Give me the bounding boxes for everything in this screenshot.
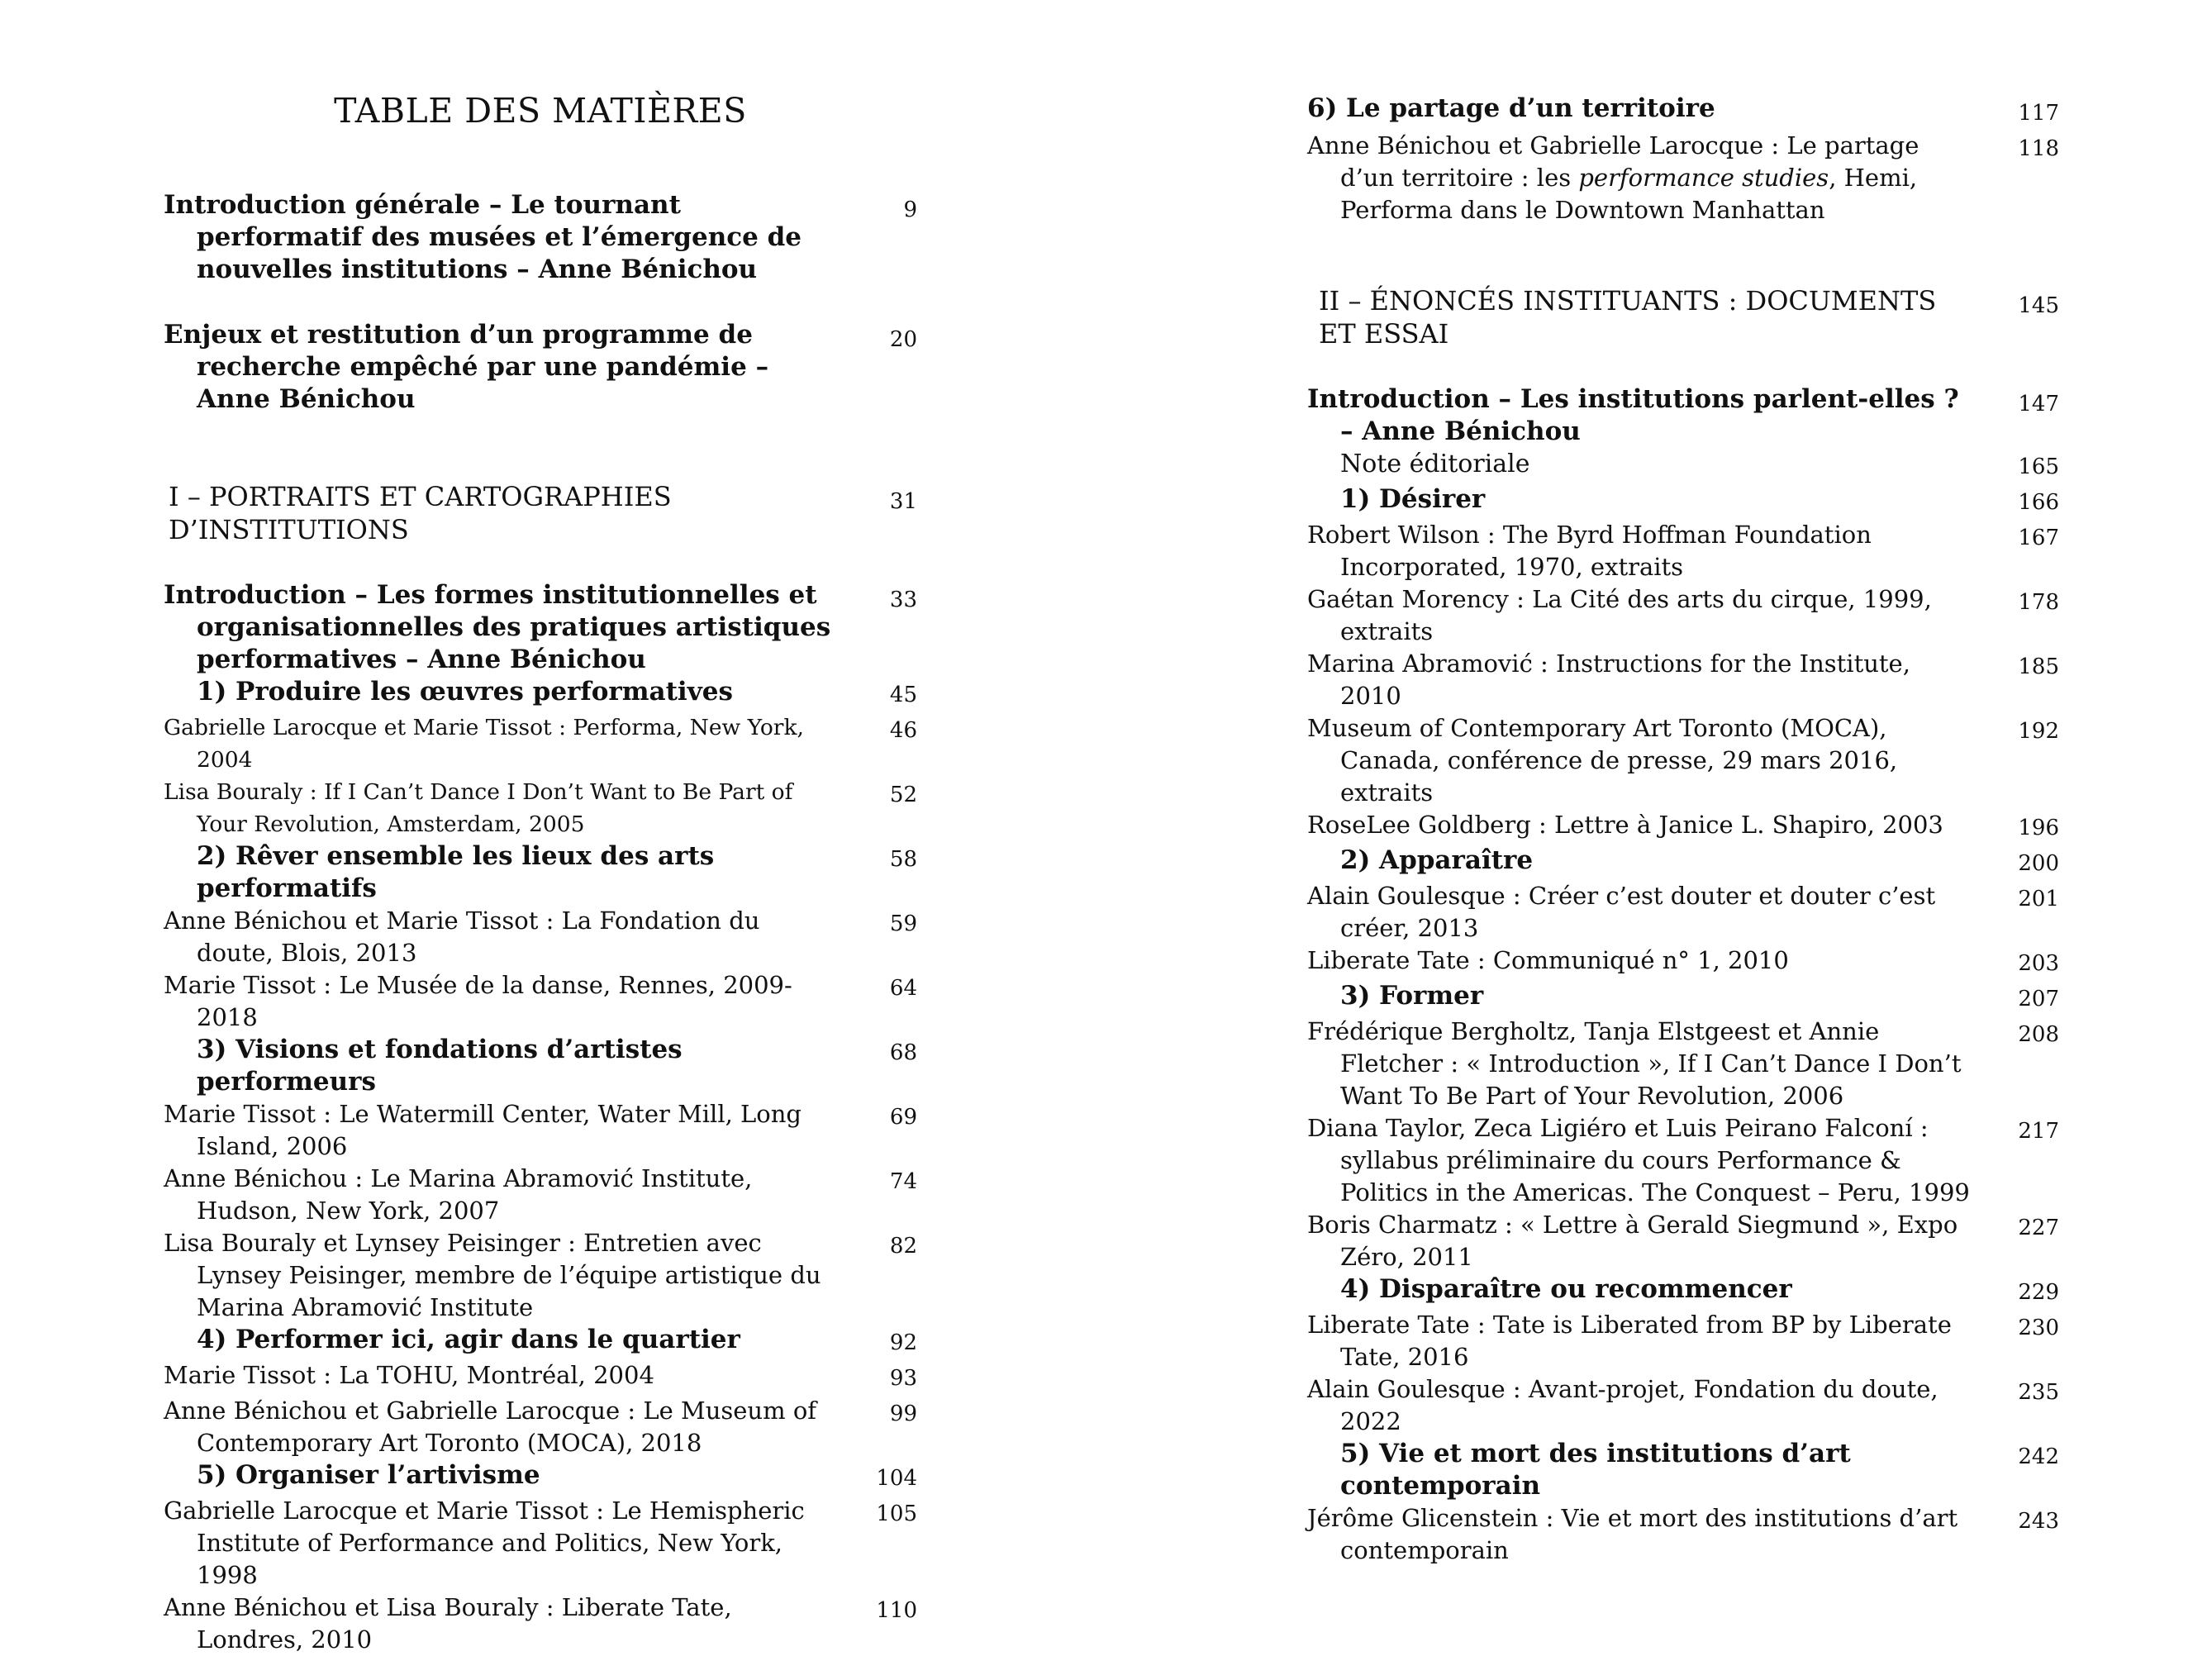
subheading-text: 4) Disparaître ou recommencer [1340, 1274, 1792, 1304]
entry-page: 93 [889, 1366, 917, 1391]
entry-page: 110 [876, 1598, 917, 1623]
entry-page: 167 [2018, 526, 2059, 550]
subheading-text: 2) Apparaître [1340, 845, 1534, 875]
entry-page: 235 [2018, 1380, 2059, 1405]
entry-page: 58 [889, 847, 917, 872]
section-title-text: II – ÉNONCÉS INSTITUANTS : DOCUMENTS ET ESSAI [1319, 285, 1937, 350]
entry-text: Robert Wilson : The Byrd Hoffman Foundation Incorporated, 1970, extraits [1307, 521, 1872, 581]
subheading-text: 3) Visions et fondations d’artistes performeurs [197, 1035, 683, 1097]
toc-subheading [164, 676, 917, 711]
entry-page: 33 [889, 588, 917, 612]
entry-text-part: , Hemi, Performa dans le Downtown Manhattan [1340, 164, 1918, 224]
toc-entry [1307, 1016, 2059, 1112]
entry-page: 165 [2018, 454, 2059, 479]
subheading-text: 1) Produire les œuvres performatives [197, 677, 733, 707]
toc-subheading [1307, 1438, 2059, 1502]
entry-text: Gabrielle Larocque et Marie Tissot : Performa, New York, 2004 [164, 715, 804, 773]
entry-text: Alain Goulesque : Avant-projet, Fondation du doute, 2022 [1307, 1375, 1938, 1435]
entry-page: 145 [2018, 293, 2059, 318]
entry-page: 208 [2018, 1022, 2059, 1047]
subheading-text: 6) Le partage d’un territoire [1307, 93, 1715, 123]
entry-text: Liberate Tate : Tate is Liberated from BP by Liberate Tate, 2016 [1307, 1311, 1952, 1371]
toc-entry [1307, 130, 2059, 226]
entry-page: 52 [889, 783, 917, 807]
entry-text-italic: performance studies [1578, 164, 1829, 192]
entry-page: 74 [889, 1169, 917, 1194]
toc-entry [164, 1495, 917, 1592]
right-entries [1307, 93, 2059, 1567]
entry-page: 31 [889, 489, 917, 514]
entry-text: Marina Abramović : Instructions for the Institute, 2010 [1307, 650, 1910, 710]
toc-subheading [164, 1459, 917, 1495]
entry-page: 203 [2018, 951, 2059, 976]
entry-text: Introduction générale – Le tournant performatif des musées et l’émergence de nouvelles institutions – Anne Bénichou [164, 190, 802, 284]
entry-page: 227 [2018, 1216, 2059, 1240]
subheading-text: 4) Performer ici, agir dans le quartier [197, 1325, 740, 1354]
entry-page: 242 [2018, 1444, 2059, 1469]
toc-entry-intro-generale [164, 189, 917, 286]
entry-page: 207 [2018, 987, 2059, 1011]
entry-page: 45 [889, 683, 917, 707]
subheading-text: 3) Former [1340, 981, 1484, 1011]
toc-entry [164, 1227, 917, 1324]
toc-entry [164, 776, 917, 840]
entry-page: 166 [2018, 490, 2059, 515]
entry-page: 59 [889, 911, 917, 936]
toc-entry [1307, 945, 2059, 980]
toc-entry [164, 905, 917, 969]
entry-text: Gabrielle Larocque et Marie Tissot : Le Hemispheric Institute of Performance and Politics, New York, 1998 [164, 1497, 805, 1589]
entry-text: Frédérique Bergholtz, Tanja Elstgeest et Annie Fletcher : « Introduction », If I Can’t Dance I Don’t Want To Be Part of Your Revolution, 2006 [1307, 1017, 1962, 1110]
section-title-text: I – PORTRAITS ET CARTOGRAPHIES D’INSTITUTIONS [169, 481, 672, 545]
toc-subheading [1307, 483, 2059, 519]
toc-entry [1307, 648, 2059, 712]
entry-page: 230 [2018, 1316, 2059, 1340]
toc-entry [164, 1592, 917, 1656]
toc-subheading [1307, 845, 2059, 880]
subheading-text: 5) Organiser l’artivisme [197, 1460, 540, 1490]
entry-text: Marie Tissot : La TOHU, Montréal, 2004 [164, 1361, 654, 1389]
toc-entry [1307, 809, 2059, 845]
toc-entry [1307, 880, 2059, 945]
entry-page: 68 [889, 1040, 917, 1065]
toc-entry [164, 1098, 917, 1163]
entry-page: 9 [903, 197, 917, 222]
entry-text: Boris Charmatz : « Lettre à Gerald Siegmund », Expo Zéro, 2011 [1307, 1211, 1958, 1271]
toc-entry [1307, 519, 2059, 583]
entry-text: Lisa Bouraly : If I Can’t Dance I Don’t Want to Be Part of Your Revolution, Amsterdam, 2005 [164, 779, 793, 837]
entry-text: Introduction – Les formes institutionnelles et organisationnelles des pratiques artistiques performatives – Anne Bénichou [164, 580, 831, 674]
toc-entry [1307, 1502, 2059, 1567]
entry-page: 178 [2018, 590, 2059, 615]
entry-text: Marie Tissot : Le Musée de la danse, Rennes, 2009-2018 [164, 971, 792, 1031]
entry-text: Anne Bénichou : Le Marina Abramović Institute, Hudson, New York, 2007 [164, 1164, 753, 1225]
toc-title: TABLE DES MATIÈRES [334, 91, 747, 131]
toc-entry [1307, 712, 2059, 809]
toc-entry [164, 1395, 917, 1459]
entry-page: 117 [2018, 101, 2059, 126]
entry-page: 192 [2018, 719, 2059, 744]
entry-text: Marie Tissot : Le Watermill Center, Water Mill, Long Island, 2006 [164, 1100, 802, 1160]
toc-entry [1307, 1209, 2059, 1273]
entry-text: Jérôme Glicenstein : Vie et mort des institutions d’art contemporain [1307, 1504, 1958, 1564]
entry-text: Anne Bénichou et Gabrielle Larocque : Le Museum of Contemporary Art Toronto (MOCA), 2018 [164, 1397, 817, 1457]
entry-text: Lisa Bouraly et Lynsey Peisinger : Entretien avec Lynsey Peisinger, membre de l’équipe artistique du Marina Abramović Institute [164, 1229, 821, 1321]
entry-page: 118 [2018, 136, 2059, 161]
section-heading-1 [164, 480, 917, 546]
entry-text [1307, 130, 2001, 226]
subheading-text: 5) Vie et mort des institutions d’art contemporain [1340, 1439, 1851, 1501]
subheading-text: 1) Désirer [1340, 484, 1486, 514]
entry-page: 229 [2018, 1280, 2059, 1305]
entry-page: 82 [889, 1234, 917, 1259]
toc-entry-section2-intro [1307, 383, 2059, 448]
toc-entry-enjeux [164, 319, 917, 416]
entry-page: 196 [2018, 816, 2059, 840]
entry-page: 69 [889, 1105, 917, 1130]
entry-page: 20 [889, 327, 917, 352]
entry-text: Anne Bénichou et Lisa Bouraly : Liberate Tate, Londres, 2010 [164, 1593, 732, 1654]
toc-entry [1307, 1309, 2059, 1373]
toc-entry [1307, 583, 2059, 648]
toc-subheading [164, 1324, 917, 1359]
toc-entry [164, 1359, 917, 1395]
entry-page: 243 [2018, 1509, 2059, 1534]
entry-page: 217 [2018, 1119, 2059, 1144]
toc-subheading [164, 1034, 917, 1098]
entry-text: Liberate Tate : Communiqué n° 1, 2010 [1307, 946, 1789, 974]
toc-subheading [1307, 980, 2059, 1016]
entry-text: Enjeux et restitution d’un programme de recherche empêché par une pandémie – Anne Bénichou [164, 320, 769, 414]
entry-text: RoseLee Goldberg : Lettre à Janice L. Shapiro, 2003 [1307, 811, 1943, 839]
toc-entry [1307, 1373, 2059, 1438]
entry-text: Introduction – Les institutions parlent-elles ? – Anne Bénichou [1307, 384, 1959, 446]
entry-text: Gaétan Morency : La Cité des arts du cirque, 1999, extraits [1307, 585, 1932, 645]
toc-entry [1307, 1112, 2059, 1209]
left-entries [164, 189, 917, 1656]
toc-entry [164, 1163, 917, 1227]
entry-text: Anne Bénichou et Marie Tissot : La Fondation du doute, Blois, 2013 [164, 907, 760, 967]
entry-page: 92 [889, 1330, 917, 1355]
entry-page: 200 [2018, 851, 2059, 876]
entry-text: Museum of Contemporary Art Toronto (MOCA), Canada, conférence de presse, 29 mars 2016, extraits [1307, 714, 1898, 807]
section-heading-2 [1307, 284, 2059, 350]
note-text: Note éditoriale [1340, 450, 1530, 478]
subheading-text: 2) Rêver ensemble les lieux des arts performatifs [197, 841, 715, 903]
entry-text: Alain Goulesque : Créer c’est douter et douter c’est créer, 2013 [1307, 882, 1936, 942]
entry-page: 46 [889, 718, 917, 743]
entry-page: 201 [2018, 887, 2059, 911]
toc-note [1307, 448, 2059, 483]
entry-page: 147 [2018, 392, 2059, 416]
entry-text: Diana Taylor, Zeca Ligiéro et Luis Peirano Falconí : syllabus préliminaire du cours Performance & Politics in the Americas. The Conquest – Peru, 1999 [1307, 1114, 1970, 1206]
toc-entry-section1-intro [164, 579, 917, 676]
entry-page: 185 [2018, 654, 2059, 679]
entry-page: 99 [889, 1401, 917, 1426]
toc-subheading [1307, 1273, 2059, 1309]
toc-subheading [1307, 93, 2059, 130]
toc-entry [164, 711, 917, 776]
entry-page: 105 [876, 1501, 917, 1526]
toc-entry [164, 969, 917, 1034]
entry-page: 64 [889, 976, 917, 1001]
toc-subheading [164, 840, 917, 905]
entry-text-part: Anne Bénichou et Gabrielle Larocque : Le partage d’un territoire : les [1307, 131, 1919, 192]
entry-page: 104 [876, 1466, 917, 1491]
